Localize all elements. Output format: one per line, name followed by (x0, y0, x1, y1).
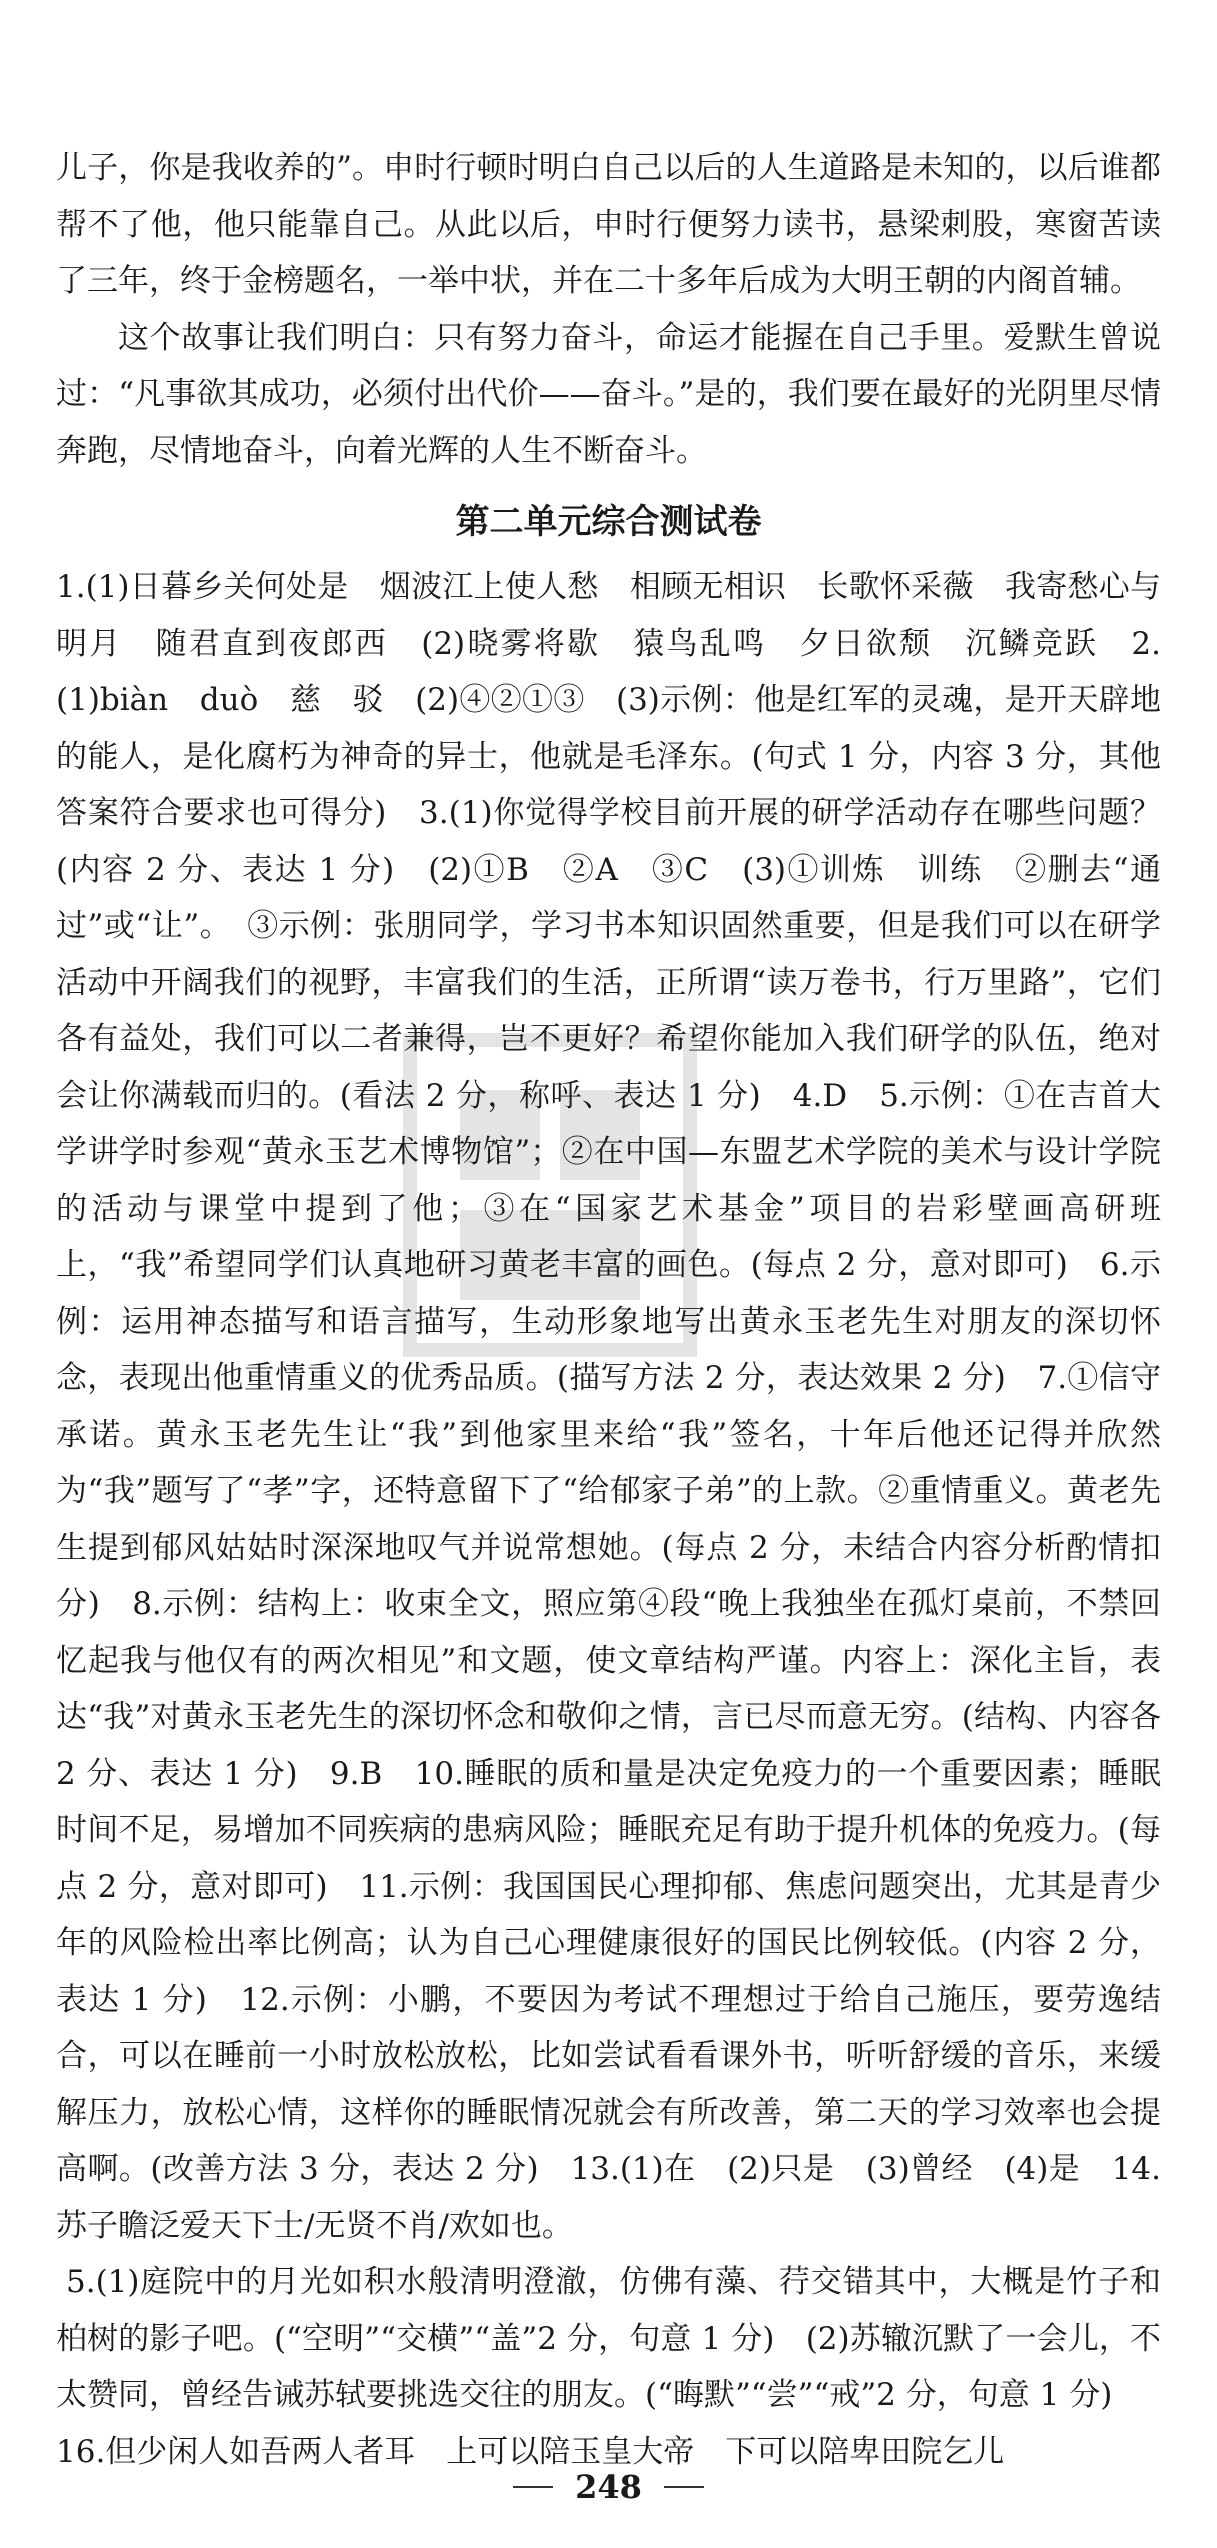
footer-dash-left (513, 2486, 553, 2488)
footer-dash-right (664, 2486, 704, 2488)
story-paragraph-1: 儿子，你是我收养的”。申时行顿时明白自己以后的人生道路是未知的，以后谁都帮不了他，他只能靠自己。从此以后，申时行便努力读书，悬梁刺股，寒窗苦读了三年，终于金榜题名，一举中状，并在二十多年后成为大明王朝的内阁首辅。 (56, 150, 1161, 299)
story-paragraph-2: 这个故事让我们明白：只有努力奋斗，命运才能握在自己手里。爱默生曾说过：“凡事欲其成功，必须付出代价——奋斗。”是的，我们要在最好的光阴里尽情奔跑，尽情地奋斗，向着光辉的人生不断奋斗。 (56, 319, 1161, 469)
page-footer (0, 2462, 1217, 2512)
answer-block-main: 1.(1)日暮乡关何处是 烟波江上使人愁 相顾无相识 长歌怀采薇 我寄愁心与明月 随君直到夜郎西 (2)晓雾将歇 猿鸟乱鸣 夕日欲颓 沉鳞竞跃 2.(1)biàn duò 慈 驳 (2)④②①③ (3)示例：他是红军的灵魂，是开天辟地的能人，是化腐朽为神奇的异士，他就是毛泽东。(句式 1 分，内容 3 分，其他答案符合要求也可得分) 3.(1)你觉得学校目前开展的研学活动存在哪些问题？(内容 2 分、表达 1 分) (2)①B ②A ③C (3)①训炼 训练 ②删去“通过”或“让”。 ③示例：张朋同学，学习书本知识固然重要，但是我们可以在研学活动中开阔我们的视野，丰富我们的生活，正所谓“读万卷书，行万里路”，它们各有益处，我们可以二者兼得，岂不更好？希望你能加入我们研学的队伍，绝对会让你满载而归的。(看法 2 分，称呼、表达 1 分) 4.D 5.示例：①在吉首大学讲学时参观“黄永玉艺术博物馆”；②在中国—东盟艺术学院的美术与设计学院的活动与课堂中提到了他；③在“国家艺术基金”项目的岩彩壁画高研班上，“我”希望同学们认真地研习黄老丰富的画色。(每点 2 分，意对即可) 6.示例：运用神态描写和语言描写，生动形象地写出黄永玉老先生对朋友的深切怀念，表现出他重情重义的优秀品质。(描写方法 2 分，表达效果 2 分) 7.①信守承诺。黄永玉老先生让“我”到他家里来给“我”签名，十年后他还记得并欣然为“我”题写了“孝”字，还特意留下了“给郁家子弟”的上款。②重情重义。黄老先生提到郁风姑姑时深深地叹气并说常想她。(每点 2 分，未结合内容分析酌情扣分) 8.示例：结构上：收束全文，照应第④段“晚上我独坐在孤灯桌前，不禁回忆起我与他仅有的两次相见”和文题，使文章结构严谨。内容上：深化主旨，表达“我”对黄永玉老先生的深切怀念和敬仰之情，言已尽而意无穷。(结构、内容各 2 分、表达 1 分) 9.B 10.睡眠的质和量是决定免疫力的一个重要因素；睡眠时间不足，易增加不同疾病的患病风险；睡眠充足有助于提升机体的免疫力。(每点 2 分，意对即可) 11.示例：我国国民心理抑郁、焦虑问题突出，尤其是青少年的风险检出率比例高；认为自己心理健康很好的国民比例较低。(内容 2 分，表达 1 分) 12.示例：小鹏，不要因为考试不理想过于给自己施压，要劳逸结合，可以在睡前一小时放松放松，比如尝试看看课外书，听听舒缓的音乐，来缓解压力，放松心情，这样你的睡眠情况就会有所改善，第二天的学习效率也会提高啊。(改善方法 3 分，表达 2 分) 13.(1)在 (2)只是 (3)曾经 (4)是 14.苏子瞻泛爱天下士/无贤不肖/欢如也。 (56, 569, 1162, 2244)
document-body (56, 140, 1161, 2480)
section-title: 第二单元综合测试卷 (455, 502, 762, 542)
answer-block-15: 5.(1)庭院中的月光如积水般清明澄澈，仿佛有藻、荇交错其中，大概是竹子和柏树的影子吧。(“空明”“交横”“盖”2 分，句意 1 分) (2)苏辙沉默了一会儿，不太赞同，曾经告诫苏轼要挑选交往的朋友。(“晦默”“尝”“戒”2 分，句意 1 分) (56, 2264, 1161, 2413)
answer-block-16: 16.但少闲人如吾两人者耳 上可以陪玉皇大帝 下可以陪卑田院乞儿 (56, 2433, 1005, 2470)
page-number: 248 (575, 2468, 642, 2506)
